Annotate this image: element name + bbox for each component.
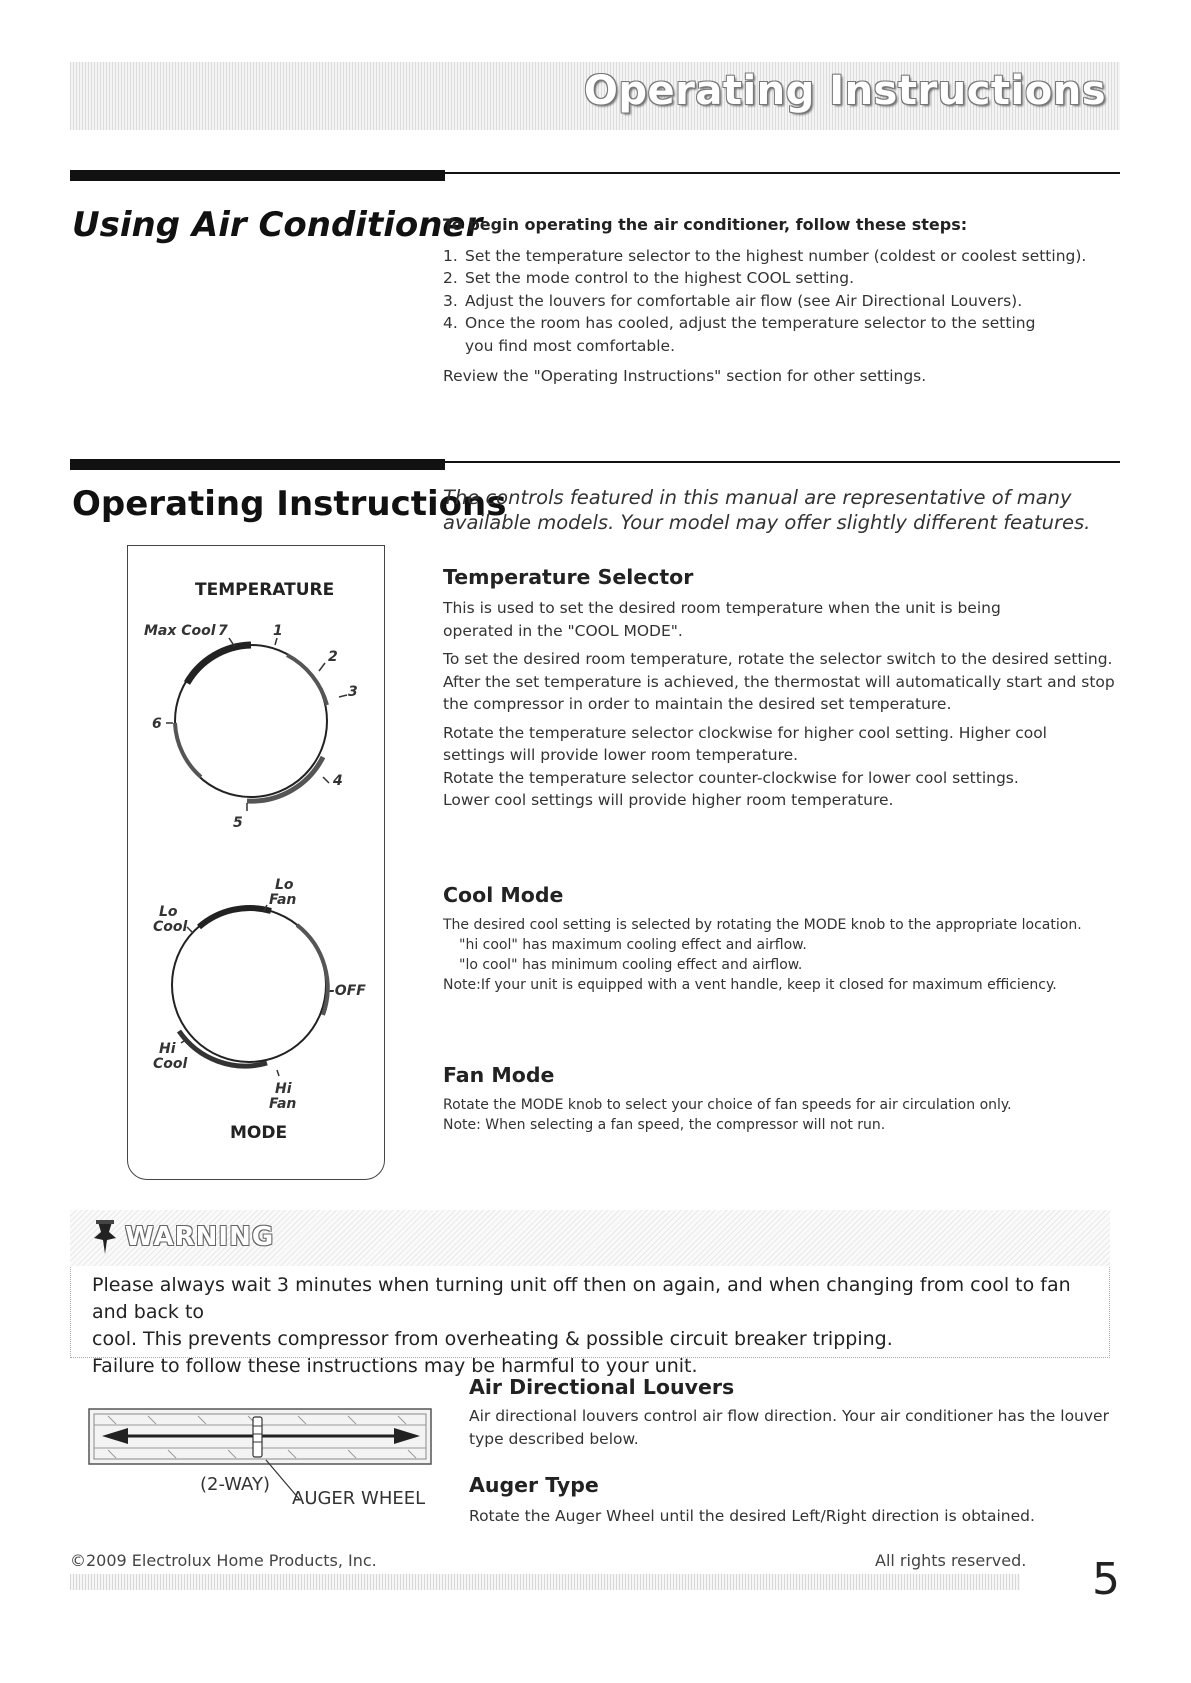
fan-mode-l1: Rotate the MODE knob to select your choice of fan speeds for air circulation only.	[443, 1097, 1012, 1113]
fan-mode-section	[443, 1063, 1123, 1135]
lo-cool-label: Cool	[153, 919, 188, 935]
cool-mode-section	[443, 883, 1123, 995]
cool-mode-heading: Cool Mode	[443, 883, 564, 907]
cool-mode-l4: Note:If your unit is equipped with a vent handle, keep it closed for maximum efficiency.	[443, 977, 1057, 993]
temp-num-5: 5	[233, 815, 243, 831]
step-item: 1. Set the temperature selector to the highest number (coldest or coolest setting).	[443, 246, 1087, 265]
section-rule-thin	[70, 172, 1120, 174]
temperature-knob-arc	[187, 645, 251, 683]
fan-mode-heading: Fan Mode	[443, 1063, 555, 1087]
auger-heading: Auger Type	[469, 1473, 599, 1497]
pushpin-icon	[92, 1218, 122, 1258]
controls-illustration	[127, 545, 385, 1180]
footer-rights: All rights reserved.	[875, 1551, 1027, 1570]
auger-text: Rotate the Auger Wheel until the desired Left/Right direction is obtained.	[469, 1507, 1035, 1525]
warning-title: WARNING	[125, 1222, 275, 1252]
temp-num-7: 7	[218, 623, 228, 639]
cool-mode-l3: "lo cool" has minimum cooling effect and airflow.	[459, 957, 803, 973]
steps-list	[443, 245, 1123, 358]
cool-mode-l1: The desired cool setting is selected by rotating the MODE knob to the appropriate location.	[443, 917, 1082, 933]
fan-mode-l2: Note: When selecting a fan speed, the compressor will not run.	[443, 1117, 886, 1133]
lo-fan-label: Fan	[269, 892, 297, 908]
page-title: Operating Instructions	[583, 68, 1106, 114]
warning-line: Failure to follow these instructions may be harmful to your unit.	[92, 1355, 698, 1377]
louvers-section	[469, 1375, 1124, 1450]
hi-fan-label: Fan	[269, 1096, 297, 1112]
using-ac-body	[443, 214, 1123, 388]
header-banner	[70, 62, 1120, 130]
cool-mode-l2: "hi cool" has maximum cooling effect and airflow.	[459, 937, 807, 953]
page-number: 5	[1092, 1554, 1120, 1605]
hi-fan-label: Hi	[275, 1081, 292, 1097]
louvers-heading: Air Directional Louvers	[469, 1375, 735, 1399]
warning-line: cool. This prevents compressor from overheating & possible circuit breaker tripping.	[92, 1328, 893, 1350]
hi-cool-label: Cool	[153, 1056, 188, 1072]
temperature-selector-p1: This is used to set the desired room temperature when the unit is being operated in the "COOL MODE".	[443, 599, 1001, 640]
section-heading-using-ac: Using Air Conditioner	[72, 205, 483, 245]
mode-label: MODE	[230, 1123, 288, 1143]
temperature-selector-heading: Temperature Selector	[443, 565, 694, 589]
off-label: -OFF	[329, 983, 366, 999]
step-item: 4. Once the room has cooled, adjust the temperature selector to the setting you find most comfortable.	[443, 314, 1036, 355]
louver-auger-label: AUGER WHEEL	[292, 1488, 426, 1509]
review-note: Review the "Operating Instructions" section for other settings.	[443, 367, 927, 385]
louvers-text: Air directional louvers control air flow direction. Your air conditioner has the louver type described below.	[469, 1407, 1109, 1448]
section-rule-thin	[70, 461, 1120, 463]
lo-fan-label: Lo	[275, 877, 294, 893]
temperature-selector-p3b: Rotate the temperature selector counter-clockwise for lower cool settings.	[443, 768, 1019, 787]
warning-text	[92, 1272, 1107, 1380]
warning-line: Please always wait 3 minutes when turning unit off then on again, and when changing from cool to fan and back to	[92, 1274, 1071, 1323]
temp-num-2: 2	[328, 649, 338, 665]
operating-intro: The controls featured in this manual are representative of many available models. Your model may offer slightly different features.	[443, 486, 1091, 534]
temp-num-6: 6	[152, 716, 162, 732]
louver-2way-label: (2-WAY)	[200, 1474, 270, 1495]
temperature-selector-p2: To set the desired room temperature, rotate the selector switch to the desired setting. After the set temperature is achieved, the thermostat will automatically start and stop the compressor in order to maintain the desired set temperature.	[443, 650, 1115, 713]
temperature-selector-p3c: Lower cool settings will provide higher room temperature.	[443, 791, 894, 809]
step-item: 2. Set the mode control to the highest COOL setting.	[443, 269, 854, 287]
temperature-label: TEMPERATURE	[195, 580, 335, 600]
temp-num-1: 1	[273, 623, 283, 639]
max-cool-label: Max Cool	[144, 623, 216, 639]
using-ac-intro: To begin operating the air conditioner, follow these steps:	[443, 215, 968, 234]
temperature-selector-section	[443, 565, 1123, 812]
temperature-selector-p3a: Rotate the temperature selector clockwise for higher cool setting. Higher cool settings will provide lower room temperature.	[443, 723, 1047, 764]
step-item: 3. Adjust the louvers for comfortable air flow (see Air Directional Louvers).	[443, 291, 1023, 310]
auger-section	[469, 1473, 1124, 1528]
section-heading-operating: Operating Instructions	[72, 484, 507, 524]
footer-copyright: ©2009 Electrolux Home Products, Inc.	[70, 1551, 377, 1570]
temp-num-4: 4	[333, 773, 343, 789]
hi-cool-label: Hi	[159, 1041, 176, 1057]
footer-band	[70, 1574, 1020, 1590]
temp-num-3: 3	[348, 684, 358, 700]
lo-cool-label: Lo	[159, 904, 178, 920]
